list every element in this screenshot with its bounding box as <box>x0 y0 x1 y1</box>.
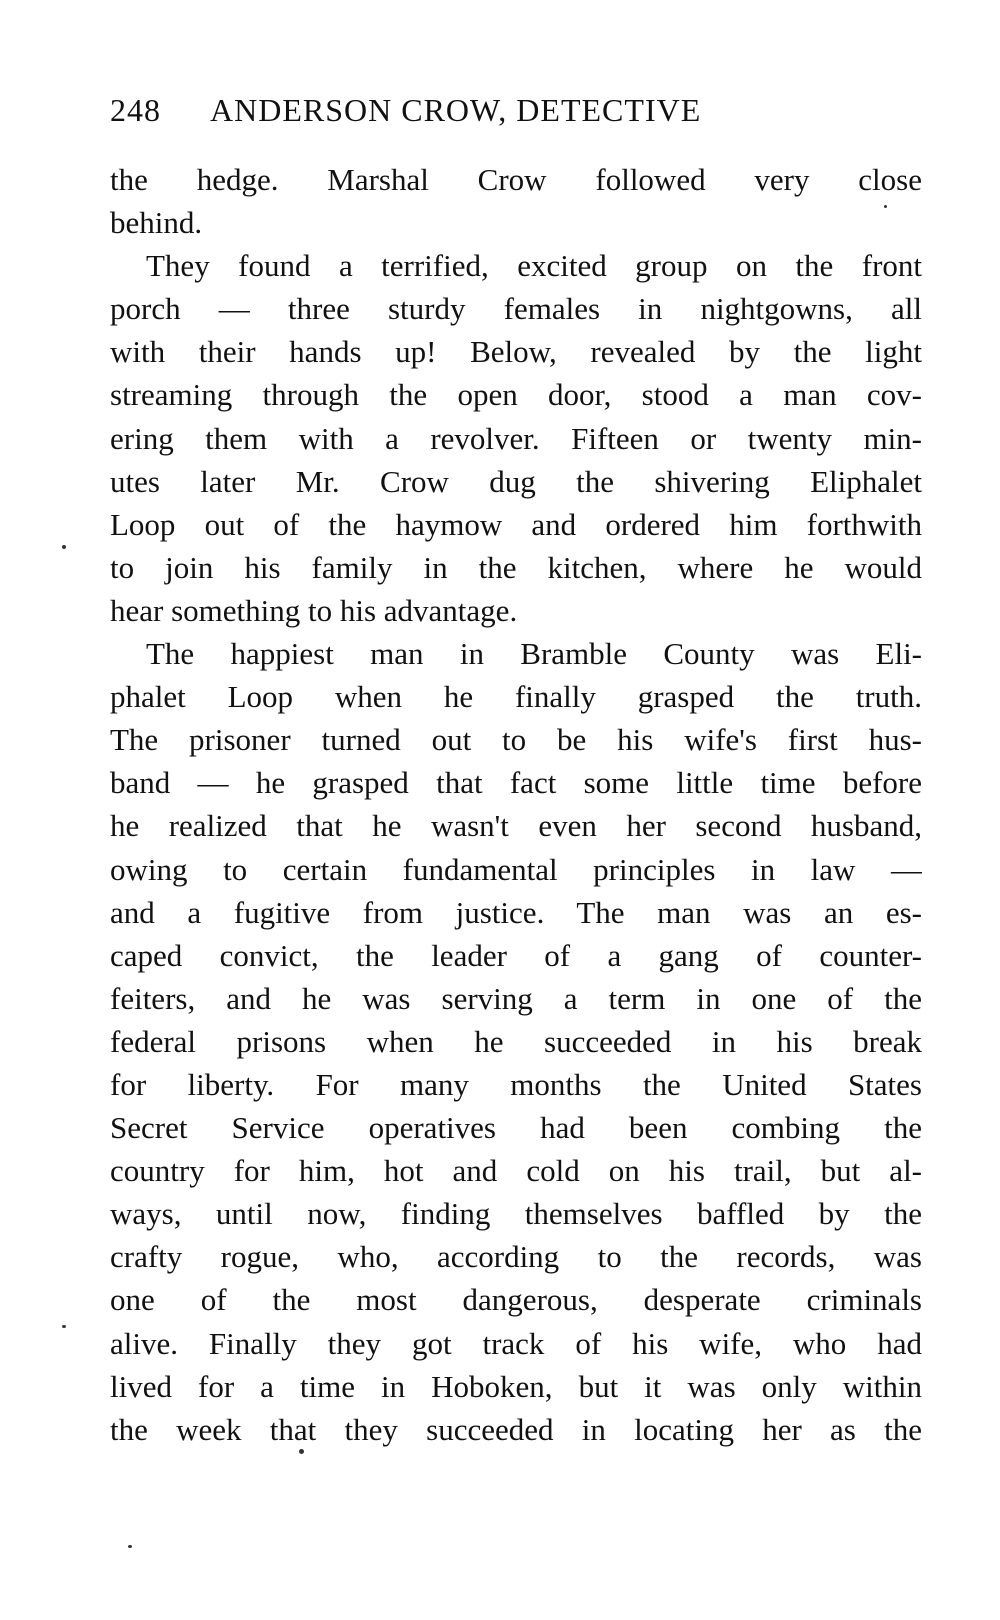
text-line: lived for a time in Hoboken, but it was only within <box>110 1368 922 1404</box>
text-line: the week that they succeeded in locating her as the <box>110 1411 922 1447</box>
text-line: for liberty. For many months the United States <box>110 1066 922 1102</box>
text-line: crafty rogue, who, according to the records, was <box>110 1239 922 1275</box>
text-line: band — he grasped that fact some little time before <box>110 765 922 801</box>
text-line: utes later Mr. Crow dug the shivering Eliphalet <box>110 463 922 499</box>
body-text <box>110 158 922 1451</box>
text-line: federal prisons when he succeeded in his break <box>110 1023 922 1059</box>
running-title: ANDERSON CROW, DETECTIVE <box>210 92 702 128</box>
scan-speck <box>62 545 66 549</box>
text-line: The happiest man in Bramble County was Eli- <box>146 636 922 672</box>
text-line: ering them with a revolver. Fifteen or twenty min- <box>110 420 922 456</box>
text-line: one of the most dangerous, desperate criminals <box>110 1282 922 1318</box>
scan-speck <box>299 1449 304 1454</box>
text-line: he realized that he wasn't even her second husband, <box>110 808 922 844</box>
text-line: Secret Service operatives had been combing the <box>110 1110 922 1146</box>
text-line: streaming through the open door, stood a man cov- <box>110 377 922 413</box>
text-line: caped convict, the leader of a gang of counter- <box>110 937 922 973</box>
scan-speck <box>884 205 887 208</box>
text-line: The prisoner turned out to be his wife's first hus- <box>110 722 922 758</box>
text-line: They found a terrified, excited group on the front <box>146 248 922 284</box>
text-line: porch — three sturdy females in nightgowns, all <box>110 291 922 327</box>
running-head <box>110 88 930 132</box>
text-line: the hedge. Marshal Crow followed very close <box>110 162 922 197</box>
text-line: alive. Finally they got track of his wife, who had <box>110 1325 922 1361</box>
text-line: country for him, hot and cold on his trail, but al- <box>110 1153 922 1189</box>
text-line: to join his family in the kitchen, where he would <box>110 549 922 585</box>
text-line: phalet Loop when he finally grasped the truth. <box>110 679 922 715</box>
text-line: owing to certain fundamental principles in law — <box>110 851 922 887</box>
text-line: Loop out of the haymow and ordered him forthwith <box>110 506 922 542</box>
scan-speck <box>62 1325 66 1328</box>
scan-speck <box>128 1545 132 1548</box>
text-line: ways, until now, finding themselves baffled by the <box>110 1196 922 1232</box>
page-number: 248 <box>110 92 161 128</box>
text-line: and a fugitive from justice. The man was an es- <box>110 894 922 930</box>
text-line: hear something to his advantage. <box>110 592 518 628</box>
text-line: behind. <box>110 205 203 241</box>
text-line: feiters, and he was serving a term in one of the <box>110 980 922 1016</box>
text-line: with their hands up! Below, revealed by the light <box>110 334 922 370</box>
